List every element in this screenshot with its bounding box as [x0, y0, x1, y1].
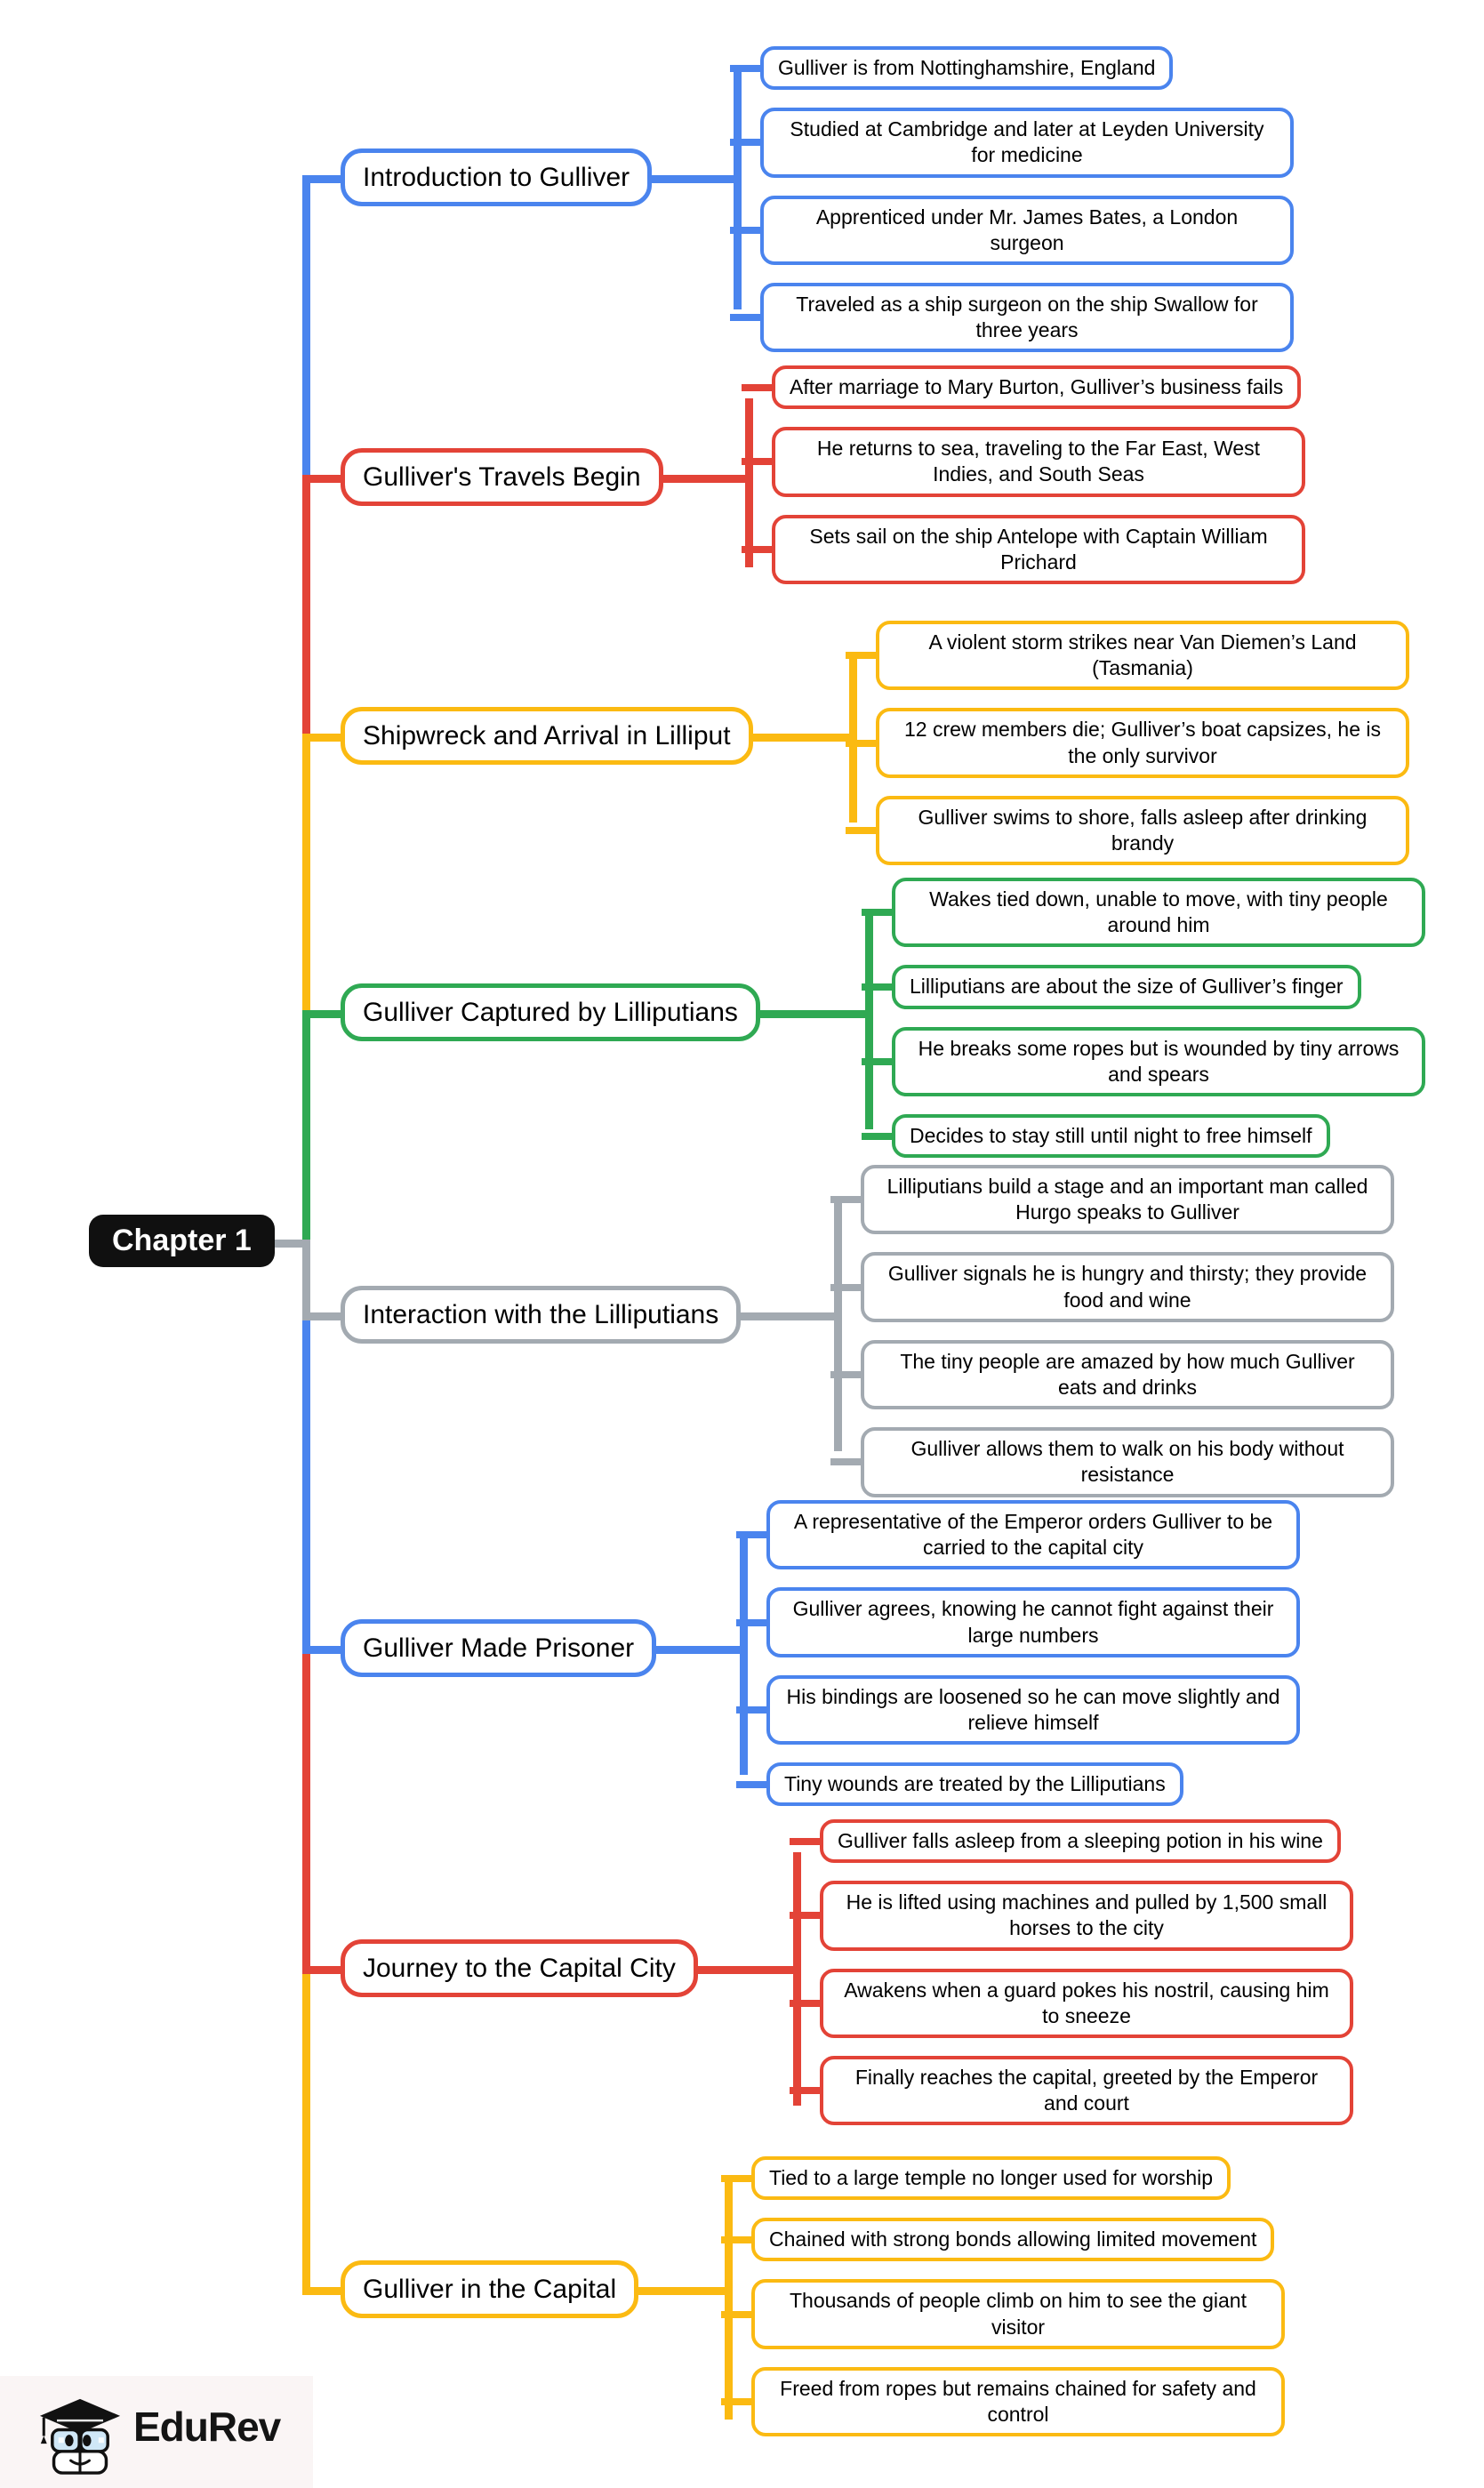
root-node: Chapter 1: [89, 1215, 275, 1267]
child-node: Lilliputians build a stage and an important man called Hurgo speaks to Gulliver: [861, 1165, 1394, 1234]
trunk-segment: [302, 1316, 310, 1649]
trunk-segment: [302, 737, 310, 1014]
child-node: Decides to stay still until night to free himself: [892, 1114, 1330, 1158]
child-node: Freed from ropes but remains chained for safety and control: [751, 2367, 1285, 2436]
child-node: Traveled as a ship surgeon on the ship Swallow for three years: [760, 283, 1294, 352]
child-node: The tiny people are amazed by how much Gulliver eats and drinks: [861, 1340, 1394, 1409]
children-connector: [734, 68, 742, 309]
children-connector: [725, 2178, 733, 2420]
child-node: Finally reaches the capital, greeted by the Emperor and court: [820, 2056, 1353, 2125]
child-node: He breaks some ropes but is wounded by tiny arrows and spears: [892, 1027, 1425, 1096]
child-node: Sets sail on the ship Antelope with Captain William Prichard: [772, 515, 1305, 584]
children-column: [820, 1819, 1353, 2125]
children-column: [861, 1165, 1394, 1497]
child-node: Gulliver allows them to walk on his body without resistance: [861, 1427, 1394, 1497]
child-node: After marriage to Mary Burton, Gulliver’s business fails: [772, 365, 1301, 409]
children-column: [876, 621, 1409, 865]
children-connector: [745, 398, 753, 567]
child-node: Wakes tied down, unable to move, with tiny people around him: [892, 878, 1425, 947]
child-node: Apprenticed under Mr. James Bates, a London surgeon: [760, 196, 1294, 265]
trunk-segment: [302, 1014, 310, 1243]
branch-title-in-capital: Gulliver in the Capital: [341, 2260, 638, 2318]
trunk-segment: [302, 175, 310, 478]
children-column: [772, 365, 1305, 584]
trunk-segment: [302, 478, 310, 737]
child-node: Studied at Cambridge and later at Leyden University for medicine: [760, 108, 1294, 177]
trunk-segment: [302, 1970, 310, 2294]
children-column: [892, 878, 1425, 1158]
child-node: He is lifted using machines and pulled by 1,500 small horses to the city: [820, 1881, 1353, 1950]
branch-title-captured: Gulliver Captured by Lilliputians: [341, 983, 760, 1041]
branch-title-shipwreck: Shipwreck and Arrival in Lilliput: [341, 707, 753, 765]
branch-title-journey: Journey to the Capital City: [341, 1939, 698, 1997]
child-node: A representative of the Emperor orders Gulliver to be carried to the capital city: [766, 1500, 1300, 1569]
child-node: Gulliver agrees, knowing he cannot fight against their large numbers: [766, 1587, 1300, 1657]
children-connector: [849, 654, 857, 823]
child-node: Awakens when a guard pokes his nostril, causing him to sneeze: [820, 1969, 1353, 2038]
children-column: [766, 1500, 1300, 1806]
children-connector: [740, 1533, 748, 1775]
branch-title-interaction: Interaction with the Lilliputians: [341, 1286, 741, 1344]
trunk-segment: [302, 1240, 310, 1316]
child-node: Gulliver falls asleep from a sleeping potion in his wine: [820, 1819, 1341, 1863]
children-connector: [793, 1852, 801, 2106]
child-node: 12 crew members die; Gulliver’s boat capsizes, he is the only survivor: [876, 708, 1409, 777]
child-node: Gulliver swims to shore, falls asleep after drinking brandy: [876, 796, 1409, 865]
child-node: Thousands of people climb on him to see the giant visitor: [751, 2279, 1285, 2348]
child-node: Tied to a large temple no longer used for worship: [751, 2156, 1231, 2200]
child-node: His bindings are loosened so he can move slightly and relieve himself: [766, 1675, 1300, 1745]
children-connector: [834, 1198, 842, 1451]
child-node: Lilliputians are about the size of Gulliver’s finger: [892, 965, 1361, 1008]
child-node: Tiny wounds are treated by the Lilliputians: [766, 1762, 1183, 1806]
trunk-segment: [302, 1649, 310, 1970]
child-node: Chained with strong bonds allowing limited movement: [751, 2218, 1274, 2261]
branch-title-travels-begin: Gulliver's Travels Begin: [341, 448, 663, 506]
children-column: [751, 2156, 1285, 2436]
branch-title-introduction: Introduction to Gulliver: [341, 148, 652, 206]
child-node: Gulliver is from Nottinghamshire, England: [760, 46, 1173, 90]
child-node: He returns to sea, traveling to the Far East, West Indies, and South Seas: [772, 427, 1305, 496]
edurev-logo-icon: [34, 2387, 126, 2479]
children-column: [760, 46, 1294, 352]
child-node: A violent storm strikes near Van Diemen’s Land (Tasmania): [876, 621, 1409, 690]
children-connector: [865, 911, 873, 1129]
edurev-logo-text: EduRev: [133, 2404, 281, 2450]
branch-title-made-prisoner: Gulliver Made Prisoner: [341, 1619, 656, 1677]
child-node: Gulliver signals he is hungry and thirsty; they provide food and wine: [861, 1252, 1394, 1321]
